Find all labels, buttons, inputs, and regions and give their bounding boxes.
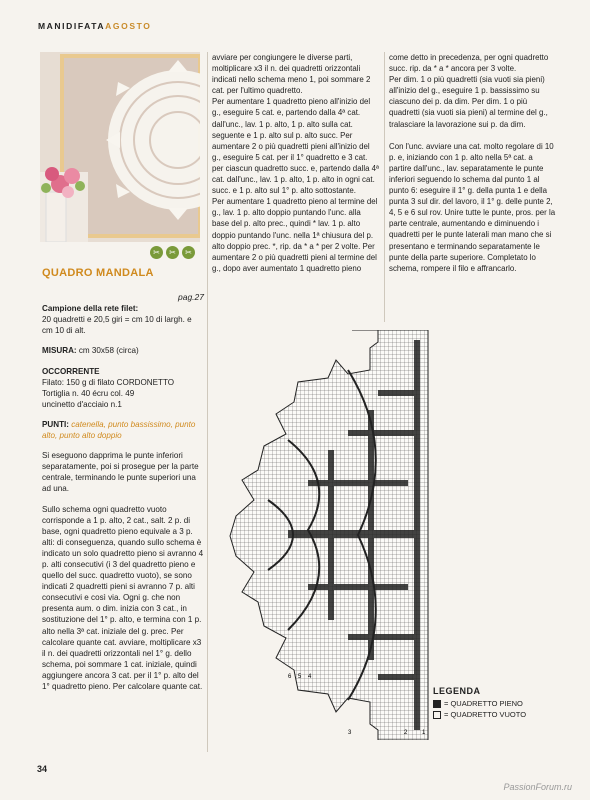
page-number: 34: [37, 764, 48, 774]
misura-label: MISURA:: [42, 346, 77, 356]
column-divider: [384, 52, 385, 322]
occorrente-label: OCCORRENTE: [42, 366, 100, 376]
campione-text: 20 quadretti e 20,5 giri = cm 10 di largh. e cm 10 di alt.: [42, 315, 192, 336]
point-label: 5: [298, 674, 302, 680]
occorrente-text: Filato: 150 g di filato CORDONETTO Tortiglia n. 40 écru col. 49: [42, 377, 175, 398]
empty-square-icon: [433, 711, 441, 719]
paragraph: Con l'unc. avviare una cat. molto regolare di 10 p. e, iniziando con 1 p. alto nella 5ª cat. a partire dall'unc., lav. separatamente le punte inferiori seguendo lo schema dal punto 1 al punto 6: eseguire il 1° g. della punta 1 e della punta 3 sul dir. del lavoro, il 1° g. delle punte 2, 4, 5 e 6 sul rov. Unire tutte le punte, pros. per la parte centrale, aumentando e diminuendo i quadretti per le punte laterali man mano che si presentano e terminando separatamente le punte della parte superiore. Completato lo schema, rompere il filo e affrancarlo.: [389, 141, 556, 273]
filled-square-icon: [433, 700, 441, 708]
magazine-header: [38, 21, 151, 31]
paragraph: come detto in precedenza, per ogni quadretto succ. rip. da * a * ancora per 3 volte.: [389, 53, 549, 74]
column-divider: [207, 52, 208, 752]
difficulty-icons: [150, 246, 195, 259]
pattern-title: QUADRO MANDALA: [42, 267, 154, 279]
instructions-column-3: [389, 52, 557, 274]
paragraph: Per aumentare 1 quadretto pieno all'inizio del g., eseguire 5 cat. e, partendo dalla 4ª cat. dall'unc., lav. 1 p. alto, 1 p. alto sulla cat. seguente e 1 p. alto sul p. alto succ. Per aumentare 2 o più quadretti pieni all'inizio del g., eseguire 5 cat. per il 1° quadretto e 3 cat. per ciascun quadretto succ. e, partendo dalla 4ª cat. dall'unc., lav. 1 p. alto, 1 p. alto in ogni cat. succ. e 1 p. alto sul 1° p. alto sottostante.: [212, 97, 379, 196]
header-brand: MANIDIFATA: [38, 21, 106, 31]
paragraph: Per dim. 1 o più quadretti (sia vuoti sia pieni) all'inizio del g., eseguire 1 p. bassissimo su ciascuno dei p. da dim. Per dim. 1 o più quadretti (sia vuoti sia pieni) al termine del g., tralasciare la lavorazione sui p. da dim.: [389, 75, 548, 129]
misura-text: cm 30x58 (circa): [76, 346, 139, 356]
point-label: 2: [404, 730, 408, 736]
legend-empty: = QUADRETTO VUOTO: [444, 710, 527, 719]
uncinetto-text: uncinetto d'acciaio n.1: [42, 399, 122, 409]
intro-text: Si eseguono dapprima le punte inferiori separatamente, poi si prosegue per la parte centrale, terminando le punte superiori una ad una.: [42, 451, 199, 494]
body-text: Sullo schema ogni quadretto vuoto corrisponde a 1 p. alto, 2 cat., salt. 2 p. di base, ogni quadretto pieno equivale a 3 p. alti: di conseguenza, quando sullo schema è indicato un solo quadretto pieno si avranno 4 p. alti consecutivi (i 3 del quadretto pieno e quello del succ. quadretto vuoto), se sono indicati 2 quadretti pieni si avranno 7 p. alti consecutivi e così via. Ogni g. che non presenta aum. o dim. inizia con 3 cat., in sostituzione del 1° p. alto, e termina con 1 p. alto nella 3ª cat. iniziale del g. prec. Per calcolare quante cat. avviare, moltiplicare x3 il n. dei quadretti orizzontali nel 1° g. dello schema, poi sommare 1 cat. iniziale, quindi aggiungere ancora 3 cat. per il 1° p. alto del 1° quadretto pieno. Per calcolare quante cat.: [42, 504, 204, 691]
scissors-icon: ✂: [166, 246, 179, 259]
instructions-column-2: [212, 52, 380, 274]
point-label: 4: [308, 674, 312, 680]
instructions-column-1: [42, 268, 204, 692]
legend-full: = QUADRETTO PIENO: [444, 699, 523, 708]
point-label: 6: [288, 674, 292, 680]
scissors-icon: ✂: [150, 246, 163, 259]
paragraph: avviare per congiungere le diverse parti, moltiplicare x3 il n. dei quadretti orizzontali indicati nello schema meno 1, poi sommare 2 cat. per l'ultimo quadretto.: [212, 53, 371, 96]
header-issue: AGOSTO: [105, 21, 152, 31]
page-reference: pag.27: [178, 292, 204, 303]
point-label: 3: [348, 730, 352, 736]
scissors-icon: ✂: [182, 246, 195, 259]
campione-label: Campione della rete filet:: [42, 304, 139, 314]
point-label: 1: [422, 730, 426, 736]
punti-text: catenella, punto bassissimo, punto alto, punto alto doppio: [42, 419, 196, 441]
product-photo: [40, 52, 200, 242]
chart-legend: [433, 686, 526, 721]
watermark: PassionForum.ru: [503, 782, 572, 792]
punti-label: PUNTI:: [42, 419, 69, 429]
legend-title: LEGENDA: [433, 686, 481, 696]
filet-chart: [228, 330, 438, 745]
paragraph: Per aumentare 1 quadretto pieno al termine del g., lav. 1 p. alto doppio puntando l'unc. alla base del p. alto prec., quindi * lav. 1 p. alto doppio puntando l'unc. nella 1ª chiusura del p. alto doppio prec. *, rip. da * a * per 2 volte. Per aumentare 2 o più quadretti pieni al termine del g., dopo aver aumentato 1 quadretto pieno: [212, 197, 378, 273]
